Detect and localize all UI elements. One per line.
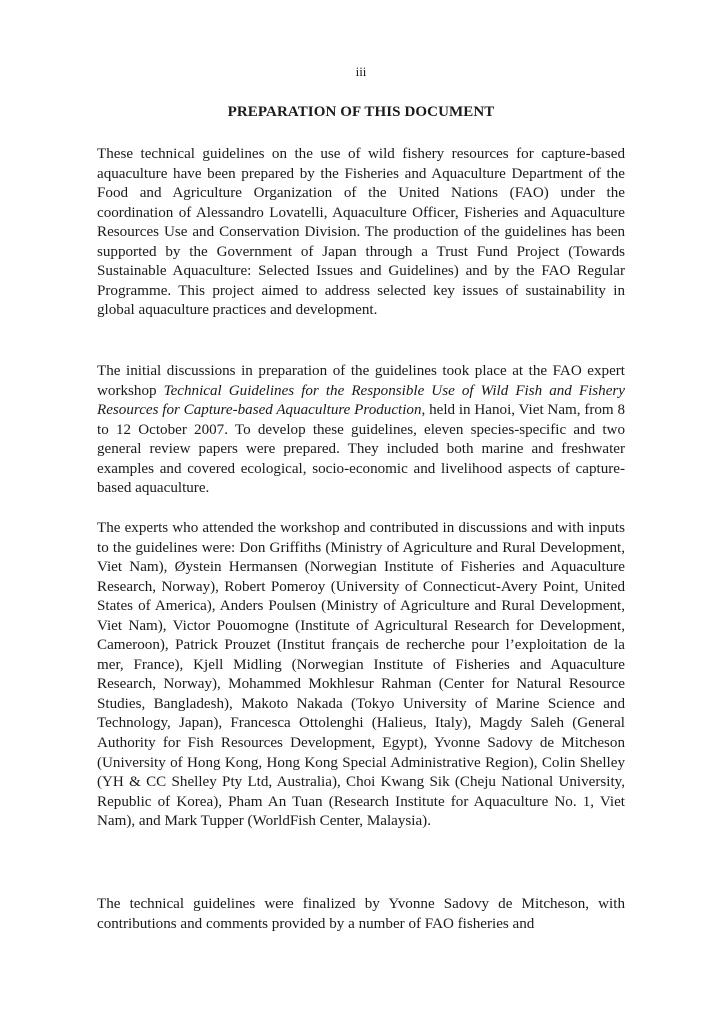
paragraph-experts: The experts who attended the workshop and contributed in discussions and with inputs to the guidelines were: Don Griffiths (Ministry of Agriculture and Rural Development, Viet Nam), Øystein Hermansen (Norwegian Institute of Fisheries and Aquaculture Research, Norway), Robert Pomeroy (University of Connecticut-Avery Point, United States of America), Anders Poulsen (Ministry of Agriculture and Rural Development, Viet Nam), Victor Pouomogne (Institute of Agricultural Research for Development, Cameroon), Patrick Prouzet (Institut français de recherche pour l’exploitation de la mer, France), Kjell Midling (Norwegian Institute of Fisheries and Aquaculture Research, Norway), Mohammed Mokhlesur Rahman (Center for Natural Resource Studies, Bangladesh), Makoto Nakada (Tokyo University of Marine Science and Technology, Japan), Francesca Ottolenghi (Halieus, Italy), Magdy Saleh (General Authority for Fish Resources Development, Egypt), Yvonne Sadovy de Mitcheson (University of Hong Kong, Hong Kong Special Administrative Region), Colin Shelley (YH & CC Shelley Pty Ltd, Australia), Choi Kwang Sik (Cheju National University, Republic of Korea), Pham An Tuan (Research Institute for Aquaculture No. 1, Viet Nam), and Mark Tupper (WorldFish Center, Malaysia). [97, 520, 625, 830]
paragraph-workshop [97, 362, 625, 499]
workshop-title: Technical Guidelines for the Responsible Use of Wild Fish and Fishery Resources for Capture-based Aquaculture Production [97, 382, 625, 419]
paragraph-workshop-details: , held in Hanoi, Viet Nam, from 8 to 12 October 2007. To develop these guidelines, eleven species-specific and two general review papers were prepared. They included both marine and freshwater examples and covered ecological, socio-economic and livelihood aspects of capture-based aquaculture. [97, 402, 625, 497]
paragraph-workshop-intro: The initial discussions in preparation of the guidelines took place at the FAO expert workshop [97, 363, 625, 399]
paragraph-finalization: The technical guidelines were finalized by Yvonne Sadovy de Mitcheson, with contributions and comments provided by a number of FAO fisheries and [97, 896, 625, 932]
page-number: iii [355, 64, 367, 79]
paragraph-preparation: These technical guidelines on the use of wild fishery resources for capture-based aquaculture have been prepared by the Fisheries and Aquaculture Department of the Food and Agriculture Organization of the United Nations (FAO) under the coordination of Alessandro Lovatelli, Aquaculture Officer, Fisheries and Aquaculture Resources Use and Conservation Division. The production of the guidelines has been supported by the Government of Japan through a Trust Fund Project (Towards Sustainable Aquaculture: Selected Issues and Guidelines) and by the FAO Regular Programme. This project aimed to address selected key issues of sustainability in global aquaculture practices and development. [97, 146, 625, 319]
page-title: PREPARATION OF THIS DOCUMENT [227, 104, 495, 120]
